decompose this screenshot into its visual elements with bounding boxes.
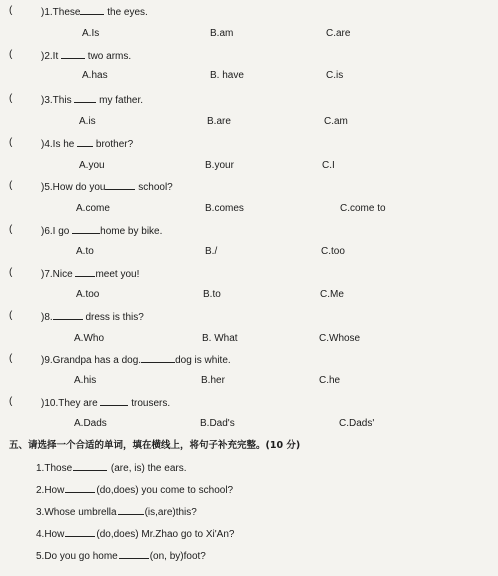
worksheet-page: ( )1.These the eyes. A.Is B.am C.are ( )2.It two arms. A.has B. have C.is ( )3.This my father. A.is B.are C.am ( )4.Is he brother? A.you B.your C.I ( )5.How do you school? A.come B.comes C.come to ( )6.I go home by bike. A.to B./ C.too ( )7.Nice meet you! A.too B.to C.Me ( )8. dress is this? A.Who B. What C.Whose ( )9.Grandpa has a dog. dog is white. A.his B.her C.he ( )10.They are trousers. A.Dads B.Dad's C.Dads' 五、请选择一个合适的单词，填在横线上，将句子补充完整。(10 分) 1.Those (are, is) the ears. 2.How (do,does) you come to school? 3.Whose umbrella (is,are)this? 4.How (do,does) Mr.Zhao go to Xi'An? 5.Do you go home (on, by)foot? <box>9 5 386 562</box>
option-a: A.Who <box>74 333 105 344</box>
fill-blank[interactable] <box>119 549 149 559</box>
option-a: A.you <box>79 160 105 171</box>
fill-blank[interactable] <box>65 527 95 537</box>
option-a: A.his <box>74 375 97 386</box>
fill-sentence-3: 3.Whose umbrella (is,are)this? <box>36 507 197 518</box>
answer-blank[interactable] <box>72 224 100 234</box>
option-a: A.is <box>79 116 96 127</box>
fill-blank[interactable] <box>118 505 144 515</box>
option-a: A.Is <box>82 28 100 39</box>
fill-blank[interactable] <box>73 461 107 471</box>
option-b: B./ <box>205 246 218 257</box>
answer-paren: ( <box>9 49 13 60</box>
answer-blank[interactable] <box>105 180 135 190</box>
option-c: C.am <box>324 116 348 127</box>
option-b: B.your <box>205 160 234 171</box>
option-b: B.am <box>210 28 234 39</box>
answer-blank[interactable] <box>61 49 85 59</box>
option-c: C.I <box>322 160 335 171</box>
option-b: B.are <box>207 116 231 127</box>
section-heading: 五、请选择一个合适的单词，填在横线上，将句子补充完整。(10 分) <box>9 440 301 451</box>
option-b: B. What <box>202 333 238 344</box>
option-a: A.come <box>76 203 110 214</box>
answer-blank[interactable] <box>74 93 96 103</box>
answer-paren: ( <box>9 5 13 16</box>
answer-blank[interactable] <box>100 396 128 406</box>
option-b: B.Dad's <box>200 418 235 429</box>
fill-sentence-2: 2.How (do,does) you come to school? <box>36 485 234 496</box>
answer-blank[interactable] <box>53 310 83 320</box>
option-c: C.are <box>326 28 351 39</box>
answer-paren: ( <box>9 267 13 278</box>
option-c: C.come to <box>340 203 386 214</box>
answer-blank[interactable] <box>80 5 104 15</box>
answer-paren: ( <box>9 224 13 235</box>
answer-paren: ( <box>9 310 13 321</box>
fill-sentence-5: 5.Do you go home (on, by)foot? <box>36 551 206 562</box>
option-a: A.has <box>82 70 108 81</box>
answer-blank[interactable] <box>141 353 175 363</box>
option-c: C.too <box>321 246 345 257</box>
answer-paren: ( <box>9 137 13 148</box>
option-c: C.Me <box>320 289 344 300</box>
option-b: B.to <box>203 289 221 300</box>
answer-paren: ( <box>9 180 13 191</box>
fill-blank[interactable] <box>65 483 95 493</box>
answer-paren: ( <box>9 353 13 364</box>
option-b: B.her <box>201 375 225 386</box>
option-c: C.he <box>319 375 341 386</box>
answer-paren: ( <box>9 396 13 407</box>
option-c: C.Dads' <box>339 418 375 429</box>
option-a: A.too <box>76 289 100 300</box>
option-b: B.comes <box>205 203 244 214</box>
answer-paren: ( <box>9 93 13 104</box>
option-a: A.to <box>76 246 94 257</box>
fill-sentence-4: 4.How (do,does) Mr.Zhao go to Xi'An? <box>36 529 235 540</box>
option-c: C.is <box>326 70 344 81</box>
fill-sentence-1: 1.Those (are, is) the ears. <box>36 463 187 474</box>
answer-blank[interactable] <box>75 267 95 277</box>
option-a: A.Dads <box>74 418 107 429</box>
option-b: B. have <box>210 70 244 81</box>
answer-blank[interactable] <box>77 137 93 147</box>
option-c: C.Whose <box>319 333 361 344</box>
